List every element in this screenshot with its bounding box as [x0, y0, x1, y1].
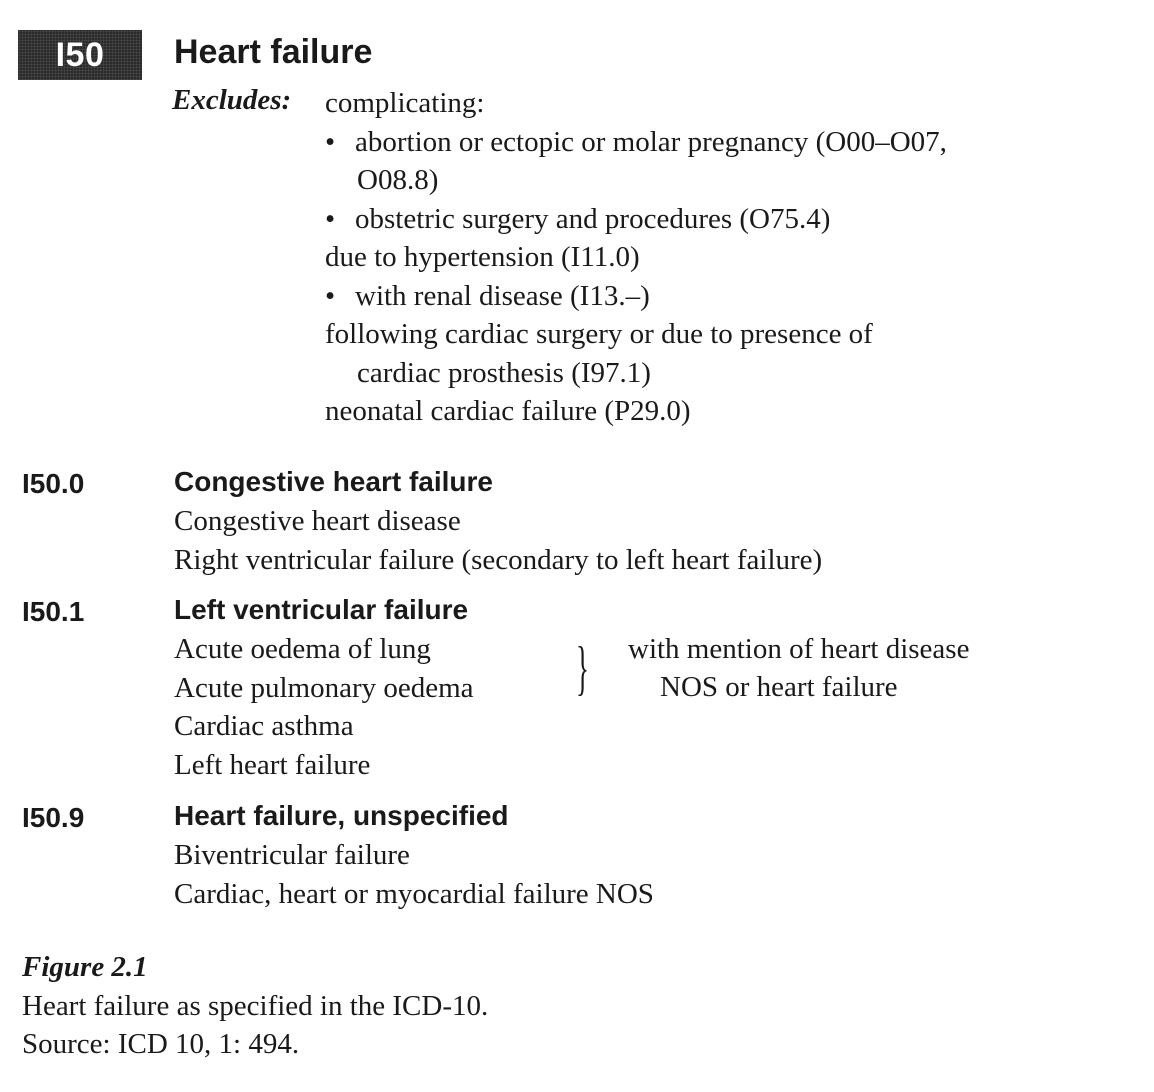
figure-caption — [22, 948, 488, 1064]
excludes-bullet-item: • abortion or ectopic or molar pregnancy (O00–O07, — [325, 125, 947, 158]
curly-brace-icon: } — [576, 635, 589, 701]
category-code-badge: I50 — [18, 30, 142, 80]
excludes-bullet-item: • obstetric surgery and procedures (O75.4) — [325, 202, 831, 235]
excludes-cardiac-surgery: following cardiac surgery or due to presence of — [325, 318, 873, 350]
figure-description: Heart failure as specified in the ICD-10. — [22, 989, 489, 1022]
category-title: Heart failure — [174, 33, 373, 71]
bracket-note-line: NOS or heart failure — [660, 671, 898, 703]
excludes-neonatal: neonatal cardiac failure (P29.0) — [325, 395, 691, 427]
subcategory-code: I50.1 — [22, 596, 85, 627]
list-item: Acute pulmonary oedema — [174, 671, 474, 704]
excludes-bullet-item: • with renal disease (I13.–) — [325, 279, 650, 312]
excludes-intro: complicating: — [325, 87, 485, 119]
subcategory-title: Congestive heart failure — [174, 466, 493, 497]
subcategory-code: I50.0 — [22, 468, 85, 499]
subcategory-items — [174, 630, 474, 784]
bracket-note — [628, 630, 969, 706]
excludes-bullet-continuation: O08.8) — [357, 164, 439, 196]
figure-source: Source: ICD 10, 1: 494. — [22, 1028, 300, 1060]
list-item: Congestive heart disease — [174, 505, 461, 537]
list-item: Right ventricular failure (secondary to left heart failure) — [174, 543, 823, 576]
list-item: Acute oedema of lung — [174, 633, 431, 665]
figure-label: Figure 2.1 — [22, 951, 148, 983]
excludes-list — [325, 84, 1125, 431]
subcategory-items — [174, 836, 654, 913]
subcategory-title: Left ventricular failure — [174, 594, 469, 625]
list-item: Cardiac asthma — [174, 710, 354, 742]
excludes-cardiac-surgery-continuation: cardiac prosthesis (I97.1) — [357, 356, 651, 389]
list-item: Biventricular failure — [174, 839, 410, 871]
excludes-hypertension: due to hypertension (I11.0) — [325, 241, 640, 273]
subcategory-title: Heart failure, unspecified — [174, 800, 509, 831]
list-item: Cardiac, heart or myocardial failure NOS — [174, 877, 654, 910]
bracket-note-line: with mention of heart disease — [628, 633, 970, 665]
excludes-label: Excludes: — [172, 84, 292, 116]
list-item: Left heart failure — [174, 748, 371, 781]
subcategory-code: I50.9 — [22, 802, 85, 833]
subcategory-items — [174, 502, 822, 579]
